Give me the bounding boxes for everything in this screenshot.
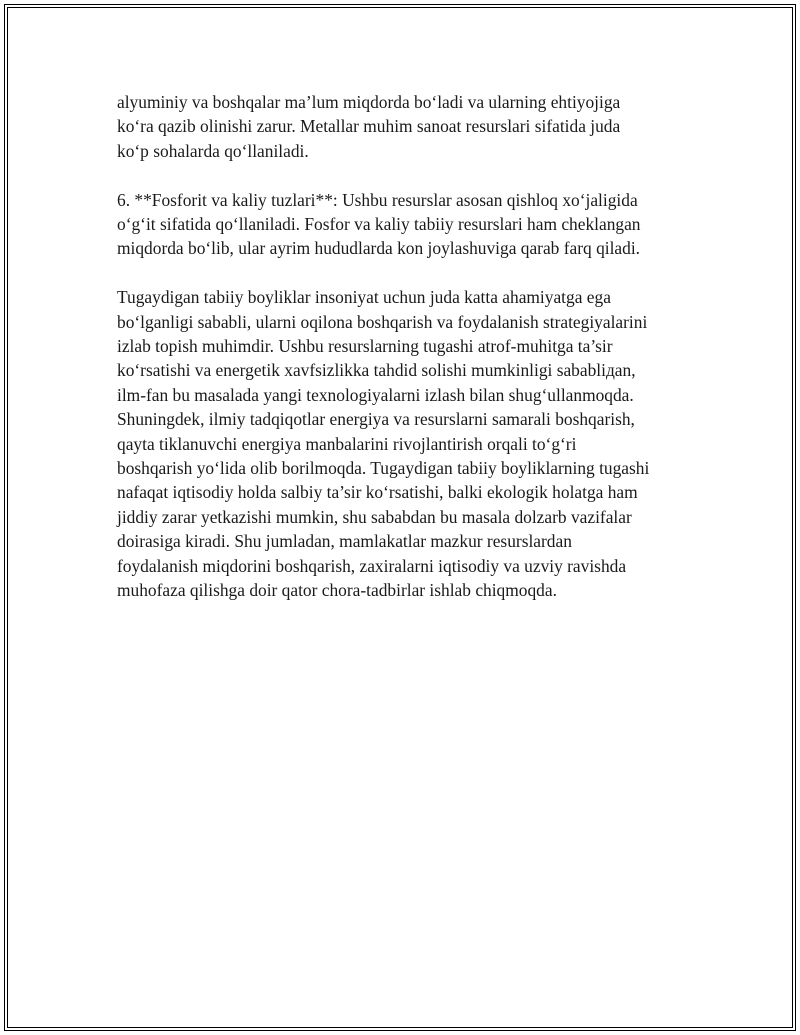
- text-line: qayta tiklanuvchi energiya manbalarini rivojlantirish orqali to‘g‘ri: [117, 433, 577, 454]
- text-line: 6. **Fosforit va kaliy tuzlari**: Ushbu resurslar asosan qishloq xo‘jaligida: [117, 189, 638, 210]
- text-line: o‘g‘it sifatida qo‘llaniladi. Fosfor va kaliy tabiiy resurslari ham cheklangan: [117, 214, 641, 235]
- text-line: ko‘ra qazib olinishi zarur. Metallar muhim sanoat resurslari sifatida juda: [117, 116, 621, 137]
- paragraph-metals: [117, 90, 707, 163]
- text-line: ko‘p sohalarda qo‘llaniladi.: [117, 140, 309, 161]
- text-line: nafaqat iqtisodiy holda salbiy ta’sir ko‘rsatishi, balki ekologik holatga ham: [117, 482, 638, 503]
- text-line: bo‘lganligi sababli, ularni oqilona boshqarish va foydalanish strategiyalarini: [117, 311, 648, 332]
- text-line: ko‘rsatishi va energetik xavfsizlikka tahdid solishi mumkinligi sababliдan,: [117, 360, 636, 381]
- text-line: Shuningdek, ilmiy tadqiqotlar energiya va resurslarni samarali boshqarish,: [117, 409, 635, 430]
- text-line: boshqarish yo‘lida olib borilmoqda. Tugaydigan tabiiy boyliklarning tugashi: [117, 458, 650, 479]
- text-line: alyuminiy va boshqalar ma’lum miqdorda bo‘ladi va ularning ehtiyojiga: [117, 92, 621, 112]
- document-body: [117, 90, 707, 627]
- paragraph-phosphorite-potassium: [117, 188, 707, 261]
- text-line: jiddiy zarar yetkazishi mumkin, shu sababdan bu masala dolzarb vazifalar: [117, 506, 632, 527]
- text-line: miqdorda bo‘lib, ular ayrim hududlarda kon joylashuviga qarab farq qiladi.: [117, 238, 641, 259]
- text-line: foydalanish miqdorini boshqarish, zaxiralarni iqtisodiy va uzviy ravishda: [117, 555, 627, 576]
- text-line: Tugaydigan tabiiy boyliklar insoniyat uchun juda katta ahamiyatga ega: [117, 287, 611, 308]
- text-line: izlab topish muhimdir. Ushbu resurslarning tugashi atrof-muhitga ta’sir: [117, 336, 613, 357]
- text-line: doirasiga kiradi. Shu jumladan, mamlakatlar mazkur resurslardan: [117, 531, 572, 552]
- text-line: ilm-fan bu masalada yangi texnologiyalarni izlash bilan shug‘ullanmoqda.: [117, 384, 634, 405]
- paragraph-conclusion: [117, 285, 707, 602]
- text-line: muhofaza qilishga doir qator chora-tadbirlar ishlab chiqmoqda.: [117, 580, 557, 601]
